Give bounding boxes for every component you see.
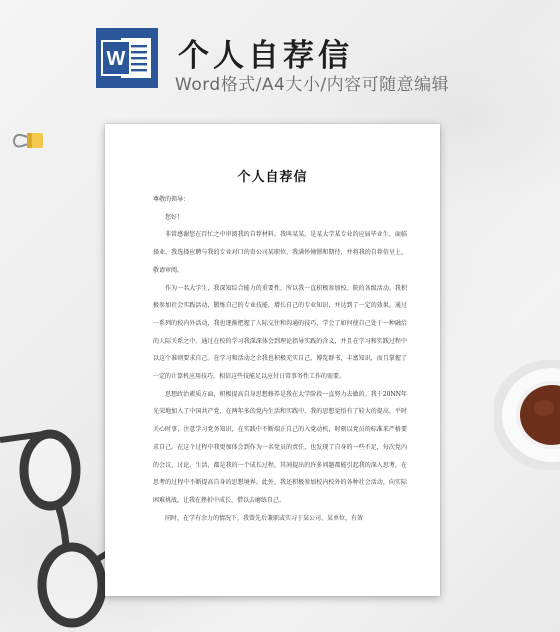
document-paragraph: 同时，在学有余力的情况下，我曾先后兼职或实习于某公司、某单位，有效 (165, 514, 364, 522)
word-app-icon (96, 28, 158, 88)
document-salutation: 尊敬的领导： (153, 196, 190, 203)
document-paragraph: 非常感谢您在百忙之中审阅我的自荐材料。我叫某某，是某大学某专业的应届毕业生，面临择业，我选择应聘与我的专业对口的贵公司某职位，我满怀憧憬和期待，并将我的自荐信呈上，敬请审阅。 (153, 231, 407, 274)
binder-clip-icon (12, 128, 46, 154)
word-icon-letter: W (106, 48, 126, 70)
document-title: 个人自荐信 (237, 170, 308, 185)
document-greeting: 您好! (165, 213, 180, 221)
document-page (105, 124, 440, 596)
page-subtitle: Word格式/A4大小/内容可随意编辑 (175, 75, 450, 95)
document-body (153, 191, 407, 527)
document-paragraph: 作为一名大学生，我深知综合能力的重要性，所以我一直积极参加校、院的各级活动。我积极参加社会实践活动，锻炼自己的专业技能，增长自己的专业知识，并达到了一定的效果。通过一系列的校内外活动，我也逐渐把握了人际交往和沟通的技巧，学会了如何使自己处于一种融洽的人际关系之中。通过在校的学习我深深体会到理论指导实践的含义，并且在学习和实践过程中以这个准则要求自己。在学习和活动之余我也积极充实自己，博览群书，丰富知识，而且掌握了一定的计算机应用技巧，相信这些技能足以应付日常事务性工作的需要。 (153, 284, 407, 381)
document-paragraph: 思想政治素质方面，积极提高自身思想修养是我在大学阶段一直努力去做的。我于20NN年光荣地加入了中国共产党，在两年多的党内生活和实践中，我的思想觉悟有了较大的提高，平时关心时事，注意学习党务知识，在实践中不断端正自己的入党动机，时刻以党员的标准来严格要求自己。在这个过程中我更加体会到作为一名党员的责任，也发现了自身的一些不足，每次党内的会议、讨论、生活，都是我的一个成长过程，其间提出的许多问题都能引起我的深入思考，在思考的过程中不断提高自身的思想境界。此外，我还积极参加校内校外的各种社会活动，向实际困难挑战，让我在挫折中成长，借以去磨练自己。 (153, 390, 407, 504)
page-title: 个人自荐信 (178, 38, 353, 74)
coffee-cup-icon (494, 360, 560, 470)
